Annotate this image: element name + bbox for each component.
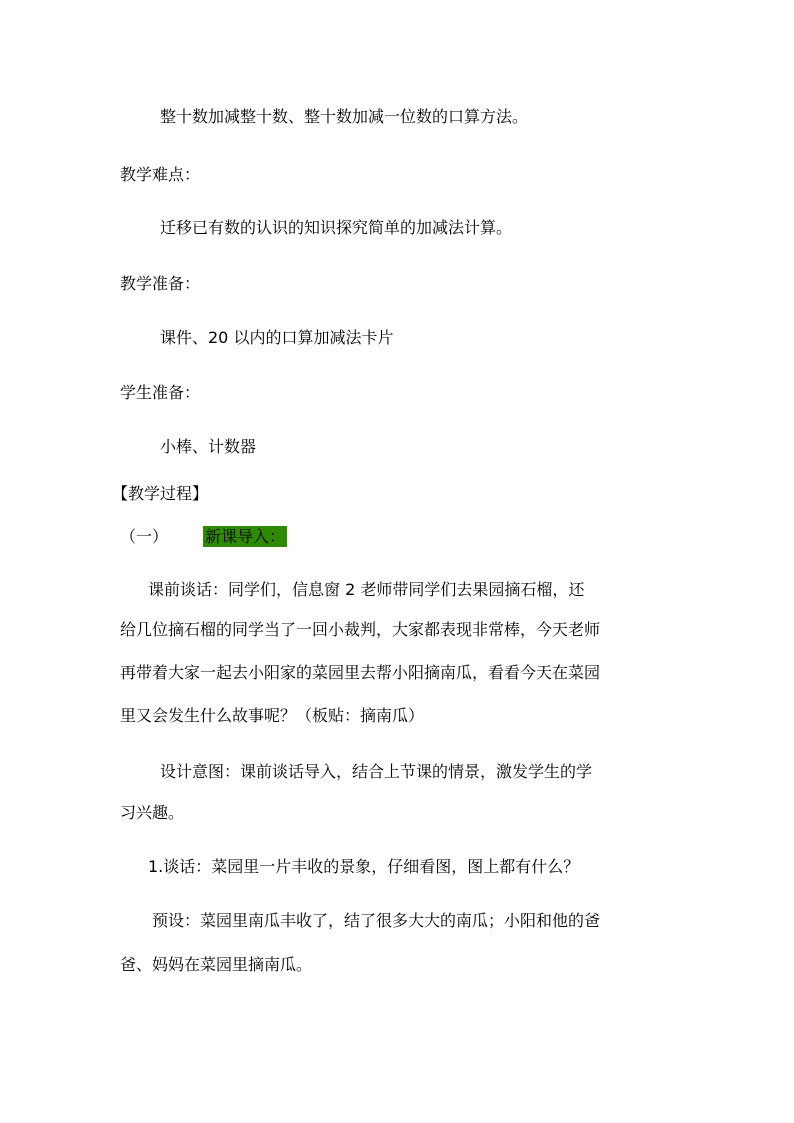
teaching-difficulty-heading: 教学难点： xyxy=(120,165,201,184)
student-prep-heading: 学生准备： xyxy=(120,383,201,402)
section-1-title xyxy=(203,527,287,547)
intro-line-2: 给几位摘石榴的同学当了一回小裁判，大家都表现非常棒，今天老师 xyxy=(120,620,601,639)
section-1-title-highlight: 新课导入： xyxy=(205,527,286,546)
teaching-focus-text: 整十数加减整十数、整十数加减一位数的口算方法。 xyxy=(160,107,529,126)
student-prep-text: 小棒、计数器 xyxy=(160,437,257,456)
intro-line-1: 课前谈话：同学们，信息窗 2 老师带同学们去果园摘石榴，还 xyxy=(148,580,585,599)
step-1-text: 1.谈话：菜园里一片丰收的景象，仔细看图，图上都有什么？ xyxy=(148,857,580,876)
teaching-prep-text: 课件、20 以内的口算加减法卡片 xyxy=(160,328,394,347)
section-1-number: （一） xyxy=(120,527,169,546)
preset-line-2: 爸、妈妈在菜园里摘南瓜。 xyxy=(120,955,313,974)
teaching-prep-heading: 教学准备： xyxy=(120,274,201,293)
design-intent-line-2: 习兴趣。 xyxy=(120,803,185,822)
teaching-difficulty-text: 迁移已有数的认识的知识探究简单的加减法计算。 xyxy=(160,218,513,237)
design-intent-line-1: 设计意图：课前谈话导入，结合上节课的情景，激发学生的学 xyxy=(160,762,593,781)
intro-line-3: 再带着大家一起去小阳家的菜园里去帮小阳摘南瓜，看看今天在菜园 xyxy=(120,663,601,682)
preset-line-1: 预设：菜园里南瓜丰收了，结了很多大大的南瓜；小阳和他的爸 xyxy=(152,911,601,930)
intro-line-4: 里又会发生什么故事呢？（板贴：摘南瓜） xyxy=(120,706,425,725)
teaching-process-heading: 【教学过程】 xyxy=(112,484,209,503)
